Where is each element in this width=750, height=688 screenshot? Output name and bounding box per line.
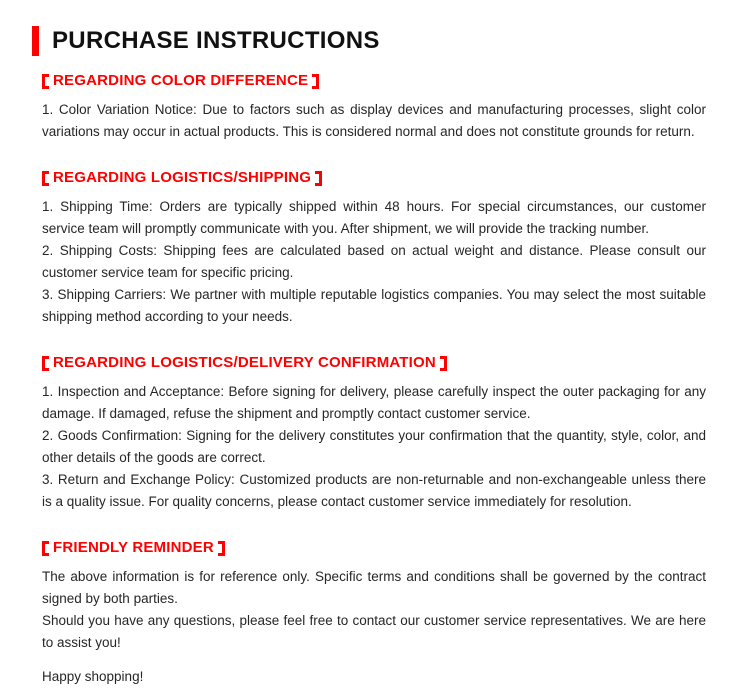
left-lenticular-bracket-icon xyxy=(42,356,49,371)
body-paragraph: 3. Shipping Carriers: We partner with multiple reputable logistics companies. You may select the most suitable shipping method according to your needs. xyxy=(42,287,706,324)
body-paragraph: 1. Shipping Time: Orders are typically shipped within 48 hours. For special circumstances, our customer service team will promptly communicate with you. After shipment, we will provide the tracking number. xyxy=(42,199,706,236)
page-title-row xyxy=(32,26,706,56)
body-paragraph: Happy shopping! xyxy=(42,669,144,684)
body-paragraph: 1. Inspection and Acceptance: Before signing for delivery, please carefully inspect the outer packaging for any damage. If damaged, refuse the shipment and promptly contact customer service. xyxy=(42,384,706,421)
right-lenticular-bracket-icon xyxy=(440,356,447,371)
section-heading xyxy=(42,354,706,372)
body-paragraph: The above information is for reference only. Specific terms and conditions shall be governed by the contract signed by both parties. xyxy=(42,569,706,606)
body-paragraph: 3. Return and Exchange Policy: Customized products are non-returnable and non-exchangeable unless there is a quality issue. For quality concerns, please contact customer service immediately for resolution. xyxy=(42,472,706,509)
section-heading-label: FRIENDLY REMINDER xyxy=(53,539,214,556)
instruction-section xyxy=(42,169,706,328)
section-heading-label: REGARDING LOGISTICS/SHIPPING xyxy=(53,169,312,186)
body-paragraph: 2. Shipping Costs: Shipping fees are calculated based on actual weight and distance. Please consult our customer service team for specific pricing. xyxy=(42,243,706,280)
instruction-section xyxy=(42,354,706,513)
left-lenticular-bracket-icon xyxy=(42,541,49,556)
instruction-section xyxy=(42,72,706,143)
right-lenticular-bracket-icon xyxy=(312,74,319,89)
body-paragraph: Should you have any questions, please feel free to contact our customer service representatives. We are here to assist you! xyxy=(42,613,706,650)
section-heading xyxy=(42,539,706,557)
body-paragraph: 2. Goods Confirmation: Signing for the delivery constitutes your confirmation that the quantity, style, color, and other details of the goods are correct. xyxy=(42,428,706,465)
instruction-section xyxy=(42,539,706,688)
section-heading-label: REGARDING LOGISTICS/DELIVERY CONFIRMATION xyxy=(53,354,436,371)
section-heading xyxy=(42,169,706,187)
red-accent-bar xyxy=(32,26,39,56)
left-lenticular-bracket-icon xyxy=(42,74,49,89)
left-lenticular-bracket-icon xyxy=(42,171,49,186)
section-heading-label: REGARDING COLOR DIFFERENCE xyxy=(53,72,309,89)
sections xyxy=(42,72,706,688)
section-heading xyxy=(42,72,706,90)
body-paragraph xyxy=(42,654,706,666)
body-paragraph: 1. Color Variation Notice: Due to factors such as display devices and manufacturing processes, slight color variations may occur in actual products. This is considered normal and does not constitute grounds for return. xyxy=(42,102,706,139)
page-title: PURCHASE INSTRUCTIONS xyxy=(52,27,380,54)
right-lenticular-bracket-icon xyxy=(218,541,225,556)
right-lenticular-bracket-icon xyxy=(315,171,322,186)
